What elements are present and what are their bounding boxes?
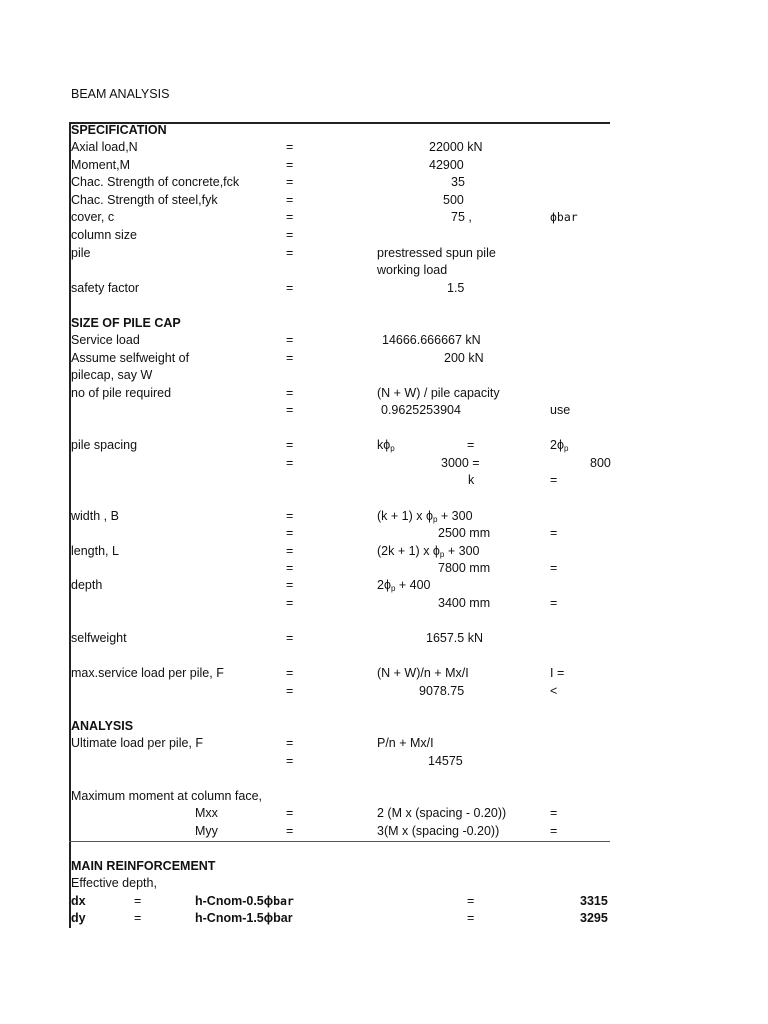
k-equals: =	[550, 473, 558, 487]
depth-label: depth	[71, 578, 103, 592]
no-of-pile-row	[71, 385, 631, 402]
max-service-label: max.service load per pile, F	[71, 666, 224, 680]
effective-depth-label: Effective depth,	[71, 876, 157, 890]
safety-factor-value: 1.5	[447, 281, 465, 295]
no-of-pile-equals-2: =	[286, 403, 294, 417]
width-row-2	[71, 525, 631, 542]
axial-load-label: Axial load,N	[71, 140, 138, 154]
dy-row	[71, 910, 631, 927]
moment-row	[71, 157, 631, 174]
pile-spacing-formula: $k\phi_p$	[377, 438, 395, 453]
max-service-row	[71, 665, 631, 682]
safety-factor-row	[71, 280, 631, 297]
mxx-formula: 2 (M x (spacing - 0.20))	[377, 806, 507, 820]
dy-label: dy	[71, 911, 86, 925]
spec-heading-row	[71, 122, 631, 139]
pile-spacing-equals: =	[286, 438, 294, 452]
max-service-equals-2: =	[286, 684, 294, 698]
pile-spacing-expression: $2\phi_p$	[550, 438, 569, 453]
fck-row	[71, 174, 631, 191]
fck-label: Chac. Strength of concrete,fck	[71, 175, 240, 189]
pile-spacing-row	[71, 437, 631, 454]
myy-formula: 3(M x (spacing -0.20))	[377, 824, 500, 838]
cover-row	[71, 209, 631, 226]
moment-value: 42900	[429, 158, 464, 172]
dx-equals: =	[134, 894, 142, 908]
service-load-equals: =	[286, 333, 294, 347]
width-value: 2500 mm	[438, 526, 491, 540]
selfweight-assume-row-2	[71, 367, 631, 384]
pile-row-2	[71, 262, 631, 279]
myy-row	[71, 823, 631, 840]
pile-working-load: working load	[377, 263, 448, 277]
no-of-pile-formula: (N + W) / pile capacity	[377, 386, 500, 400]
pile-label: pile	[71, 246, 91, 260]
moment-equals: =	[286, 158, 294, 172]
ultimate-load-value: 14575	[428, 754, 463, 768]
mxx-equals: =	[286, 806, 294, 820]
dx-value: 3315	[580, 894, 608, 908]
dx-label: dx	[71, 894, 86, 908]
cover-bar-symbol: ϕbar	[550, 210, 578, 224]
pile-row	[71, 245, 631, 262]
moment-label: Moment,M	[71, 158, 131, 172]
length-formula: (2k + 1) x $\phi_p + 300$	[377, 544, 480, 559]
dy-value: 3295	[580, 911, 608, 925]
selfweight-assume-row	[71, 350, 631, 367]
ultimate-load-equals: =	[286, 736, 294, 750]
depth-row	[71, 577, 631, 594]
ultimate-load-label: Ultimate load per pile, F	[71, 736, 204, 750]
width-equals-3: =	[550, 526, 558, 540]
max-service-formula: (N + W)/n + Mx/I	[377, 666, 469, 680]
dy-formula: h-Cnom-1.5ϕbar	[195, 911, 293, 925]
column-size-equals: =	[286, 228, 294, 242]
length-row-2	[71, 560, 631, 577]
selfweight-assume-equals: =	[286, 351, 294, 365]
no-of-pile-label: no of pile required	[71, 386, 172, 400]
fyk-label: Chac. Strength of steel,fyk	[71, 193, 218, 207]
dy-equals: =	[134, 911, 142, 925]
cover-equals: =	[286, 210, 294, 224]
mxx-row	[71, 805, 631, 822]
width-equals: =	[286, 509, 294, 523]
length-equals-2: =	[286, 561, 294, 575]
fck-value: 35	[451, 175, 465, 189]
dx-formula: h-Cnom-0.5ϕbar	[195, 894, 294, 908]
main-heading-row	[71, 858, 631, 875]
length-equals: =	[286, 544, 294, 558]
width-equals-2: =	[286, 526, 294, 540]
max-service-less-than: <	[550, 684, 558, 698]
pile-spacing-label: pile spacing	[71, 438, 138, 452]
service-load-row	[71, 332, 631, 349]
mxx-equals-2: =	[550, 806, 558, 820]
pile-spacing-value: 3000 =	[441, 456, 480, 470]
cover-value: 75 ,	[451, 210, 472, 224]
safety-factor-label: safety factor	[71, 281, 140, 295]
pile-spacing-row-2	[71, 455, 631, 472]
dx-row	[71, 893, 631, 910]
depth-formula: $2\phi_p + 400$	[377, 578, 431, 593]
width-row	[71, 508, 631, 525]
max-service-i-equals: I =	[550, 666, 565, 680]
dx-equals-2: =	[467, 894, 475, 908]
width-formula: (k + 1) x $\phi_p + 300$	[377, 509, 473, 524]
column-size-label: column size	[71, 228, 137, 242]
no-of-pile-equals: =	[286, 386, 294, 400]
section-divider-line	[69, 841, 610, 842]
depth-row-2	[71, 595, 631, 612]
max-service-equals: =	[286, 666, 294, 680]
fyk-row	[71, 192, 631, 209]
mxx-label: Mxx	[195, 806, 218, 820]
max-service-row-2	[71, 683, 631, 700]
pile-spacing-right-value: 800	[590, 456, 611, 470]
selfweight-assume-label: Assume selfweight of	[71, 351, 190, 365]
no-of-pile-use: use	[550, 403, 571, 417]
fyk-value: 500	[443, 193, 464, 207]
ultimate-load-formula: P/n + Mx/I	[377, 736, 434, 750]
fck-equals: =	[286, 175, 294, 189]
cover-label: cover, c	[71, 210, 115, 224]
length-value: 7800 mm	[438, 561, 491, 575]
size-heading-row	[71, 315, 631, 332]
max-moment-row	[71, 788, 631, 805]
selfweight-label: selfweight	[71, 631, 127, 645]
k-row	[71, 472, 631, 489]
size-heading: SIZE OF PILE CAP	[71, 316, 181, 330]
page-title: BEAM ANALYSIS	[71, 87, 170, 101]
pile-equals: =	[286, 246, 294, 260]
no-of-pile-value: 0.9625253904	[381, 403, 461, 417]
ultimate-load-row-2	[71, 753, 631, 770]
pile-type: prestressed spun pile	[377, 246, 496, 260]
column-size-row	[71, 227, 631, 244]
analysis-heading: ANALYSIS	[71, 719, 134, 733]
depth-equals-3: =	[550, 596, 558, 610]
k-label: k	[468, 473, 475, 487]
myy-equals: =	[286, 824, 294, 838]
service-load-value: 14666.666667 kN	[382, 333, 481, 347]
axial-load-equals: =	[286, 140, 294, 154]
myy-label: Myy	[195, 824, 218, 838]
max-moment-label: Maximum moment at column face,	[71, 789, 263, 803]
depth-value: 3400 mm	[438, 596, 491, 610]
selfweight-row	[71, 630, 631, 647]
no-of-pile-row-2	[71, 402, 631, 419]
selfweight-value: 1657.5 kN	[426, 631, 483, 645]
selfweight-assume-value: 200 kN	[444, 351, 484, 365]
myy-equals-2: =	[550, 824, 558, 838]
depth-equals: =	[286, 578, 294, 592]
main-heading: MAIN REINFORCEMENT	[71, 859, 216, 873]
ultimate-load-equals-2: =	[286, 754, 294, 768]
ultimate-load-row	[71, 735, 631, 752]
analysis-heading-row	[71, 718, 631, 735]
selfweight-assume-label-2: pilecap, say W	[71, 368, 153, 382]
selfweight-equals: =	[286, 631, 294, 645]
length-label: length, L	[71, 544, 119, 558]
dy-equals-2: =	[467, 911, 475, 925]
safety-factor-equals: =	[286, 281, 294, 295]
length-row	[71, 543, 631, 560]
service-load-label: Service load	[71, 333, 140, 347]
fyk-equals: =	[286, 193, 294, 207]
depth-equals-2: =	[286, 596, 294, 610]
width-label: width , B	[71, 509, 119, 523]
effective-depth-row	[71, 875, 631, 892]
axial-load-row	[71, 139, 631, 156]
spec-heading: SPECIFICATION	[71, 123, 167, 137]
pile-spacing-equals-2: =	[286, 456, 294, 470]
axial-load-value: 22000 kN	[429, 140, 483, 154]
length-equals-3: =	[550, 561, 558, 575]
max-service-value: 9078.75	[419, 684, 465, 698]
pile-spacing-equals-b: =	[467, 438, 475, 452]
